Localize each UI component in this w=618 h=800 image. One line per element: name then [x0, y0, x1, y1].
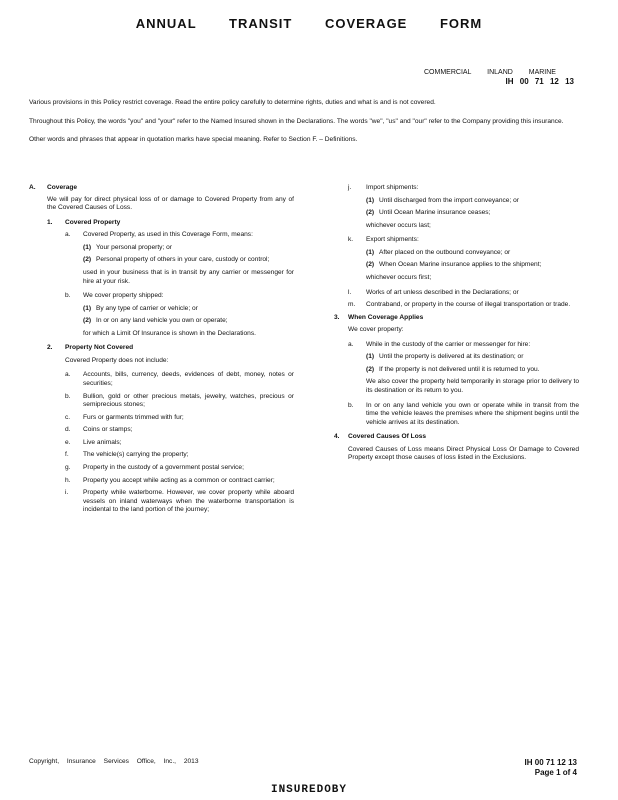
list-item: b. In or on any land vehicle you own or operate while in transit from the time the vehicle leaves the premises where the shipment begins until the vehicle arrives at its destination. [348, 401, 579, 426]
list-tail-text: whichever occurs last; [366, 221, 431, 229]
list-item: (2) If the property is not delivered until it is returned to you. [366, 365, 540, 373]
list-item: b. We cover property shipped: [65, 292, 164, 300]
covered-causes-heading: 4. Covered Causes Of Loss [334, 433, 427, 441]
list-item: d. Coins or stamps; [65, 426, 133, 434]
list-item: a. While in the custody of the carrier or messenger for hire: [348, 340, 531, 348]
list-item: (1) By any type of carrier or vehicle; or [83, 304, 198, 312]
intro-section [29, 99, 577, 155]
list-item: (1) After placed on the outbound conveyance; or [366, 248, 511, 256]
form-number: IH 00 71 12 13 [505, 77, 574, 87]
covered-property-heading: 1. Covered Property [47, 218, 121, 226]
form-category: COMMERCIAL INLAND MARINE [424, 69, 556, 76]
form-header [424, 68, 574, 87]
footer-form-number: IH 00 71 12 13 [524, 758, 577, 767]
watermark-logo: INSUREDOBY [270, 784, 347, 796]
list-item: a. Accounts, bills, currency, deeds, evidences of debt, money, notes or securities; [65, 371, 294, 387]
list-item: (1) Until discharged from the import conveyance; or [366, 196, 519, 204]
footer-right [525, 758, 577, 779]
list-item: f. The vehicle(s) carrying the property; [65, 451, 189, 459]
list-item: (1) Your personal property; or [83, 243, 172, 251]
section-text: Covered Property does not include: [65, 356, 169, 364]
property-not-covered-heading: 2. Property Not Covered [47, 344, 134, 352]
list-item: j. Import shipments: [348, 184, 419, 191]
list-item: g. Property in the custody of a government postal service; [65, 463, 244, 471]
list-item: h. Property you accept while acting as a common or contract carrier; [65, 476, 275, 484]
list-tail-text: We also cover the property held temporarily in storage prior to delivery to its destination or its return to you. [366, 378, 579, 394]
list-tail-text: used in your business that is in transit by any carrier or messenger for hire at your risk. [83, 268, 294, 285]
intro-paragraph: Various provisions in this Policy restrict coverage. Read the entire policy carefully to determine rights, duties and what is and is not covered. [29, 99, 436, 106]
copyright-text: Copyright, Insurance Services Office, Inc., 2013 [29, 758, 199, 765]
list-item: (2) When Ocean Marine insurance applies to the shipment; [366, 261, 542, 269]
list-item: c. Furs or garments trimmed with fur; [65, 413, 184, 421]
section-a-text: We will pay for direct physical loss of or damage to Covered Property from any of the Covered Causes of Loss. [47, 195, 294, 212]
list-item: i. Property while waterborne. However, we cover property while aboard vessels on inland waterways when the waterborne transportation is incidental to the land portion of the journey; [65, 489, 294, 514]
list-item: (2) Until Ocean Marine insurance ceases; [366, 209, 491, 217]
list-item: (2) In or on any land vehicle you own or operate; [83, 317, 228, 325]
list-item: l. Works of art unless described in the Declarations; or [348, 288, 519, 296]
list-item: (2) Personal property of others in your care, custody or control; [83, 256, 270, 264]
section-text: We cover property: [348, 326, 404, 334]
list-item: b. Bullion, gold or other precious metals, jewelry, watches, precious or semiprecious stones; [65, 392, 294, 409]
intro-paragraph: Other words and phrases that appear in quotation marks have special meaning. Refer to Section F. – Definitions. [29, 136, 358, 144]
list-item: a. Covered Property, as used in this Coverage Form, means: [65, 231, 253, 239]
form-title: ANNUAL TRANSIT COVERAGE FORM [135, 16, 483, 31]
section-text: Covered Causes of Loss means Direct Physical Loss Or Damage to Covered Property except those causes of loss listed in the Exclusions. [348, 445, 579, 462]
list-tail-text: for which a Limit Of Insurance is shown in the Declarations. [83, 329, 256, 337]
list-tail-text: whichever occurs first; [366, 273, 432, 281]
page-number: Page 1 of 4 [534, 768, 577, 778]
list-item: e. Live animals; [65, 438, 122, 446]
list-item: k. Export shipments: [348, 236, 419, 244]
list-item: (1) Until the property is delivered at its destination; or [366, 353, 524, 361]
left-column [29, 184, 294, 519]
list-item: m. Contraband, or property in the course of illegal transportation or trade. [348, 301, 571, 309]
intro-paragraph: Throughout this Policy, the words "you" and "your" refer to the Named Insured shown in the Declarations. The words "we", "us" and "our" refer to the Company providing this insurance. [29, 117, 564, 125]
right-column [334, 184, 579, 469]
section-a-heading: A. Coverage [29, 184, 78, 191]
when-coverage-applies-heading: 3. When Coverage Applies [334, 313, 424, 321]
